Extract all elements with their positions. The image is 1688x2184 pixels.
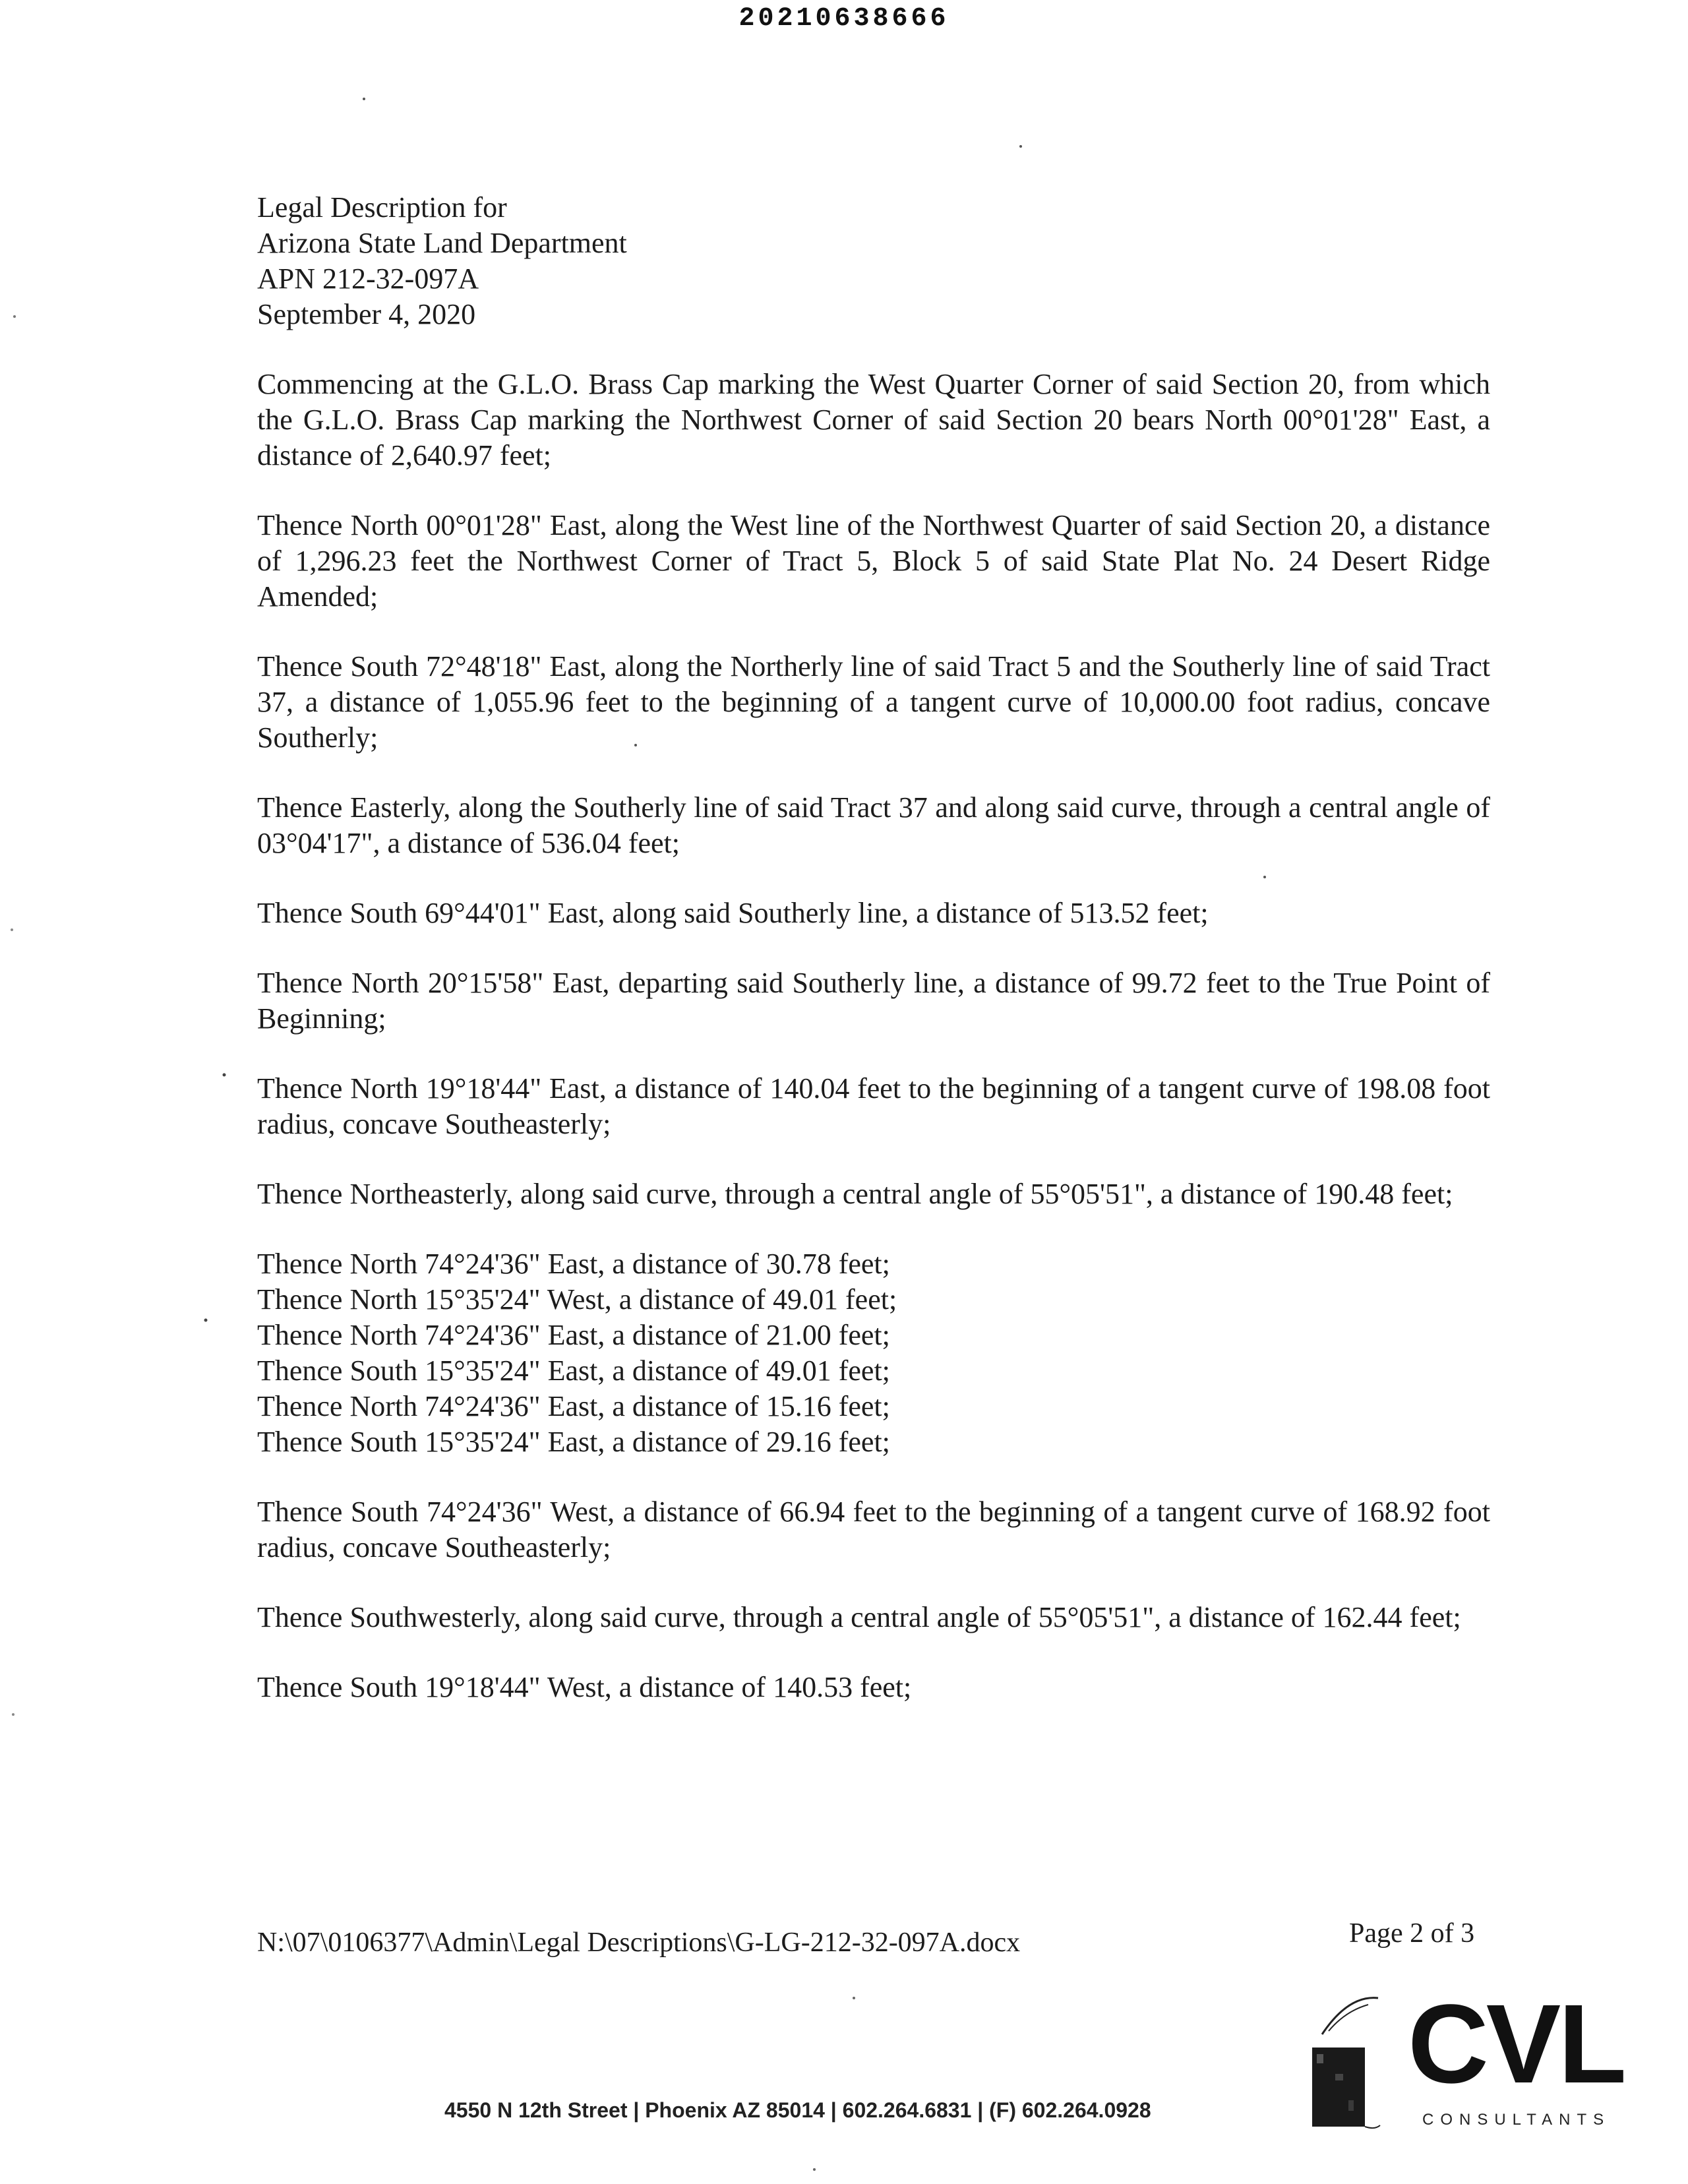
company-address: 4550 N 12th Street | Phoenix AZ 85014 | 602.264.6831 | (F) 602.264.0928 [444, 2098, 1151, 2122]
list-item: Thence North 74°24'36" East, a distance of 30.78 feet; [257, 1248, 890, 1280]
paragraph-true-point-of-beginning: Thence North 20°15'58" East, departing said Southerly line, a distance of 99.72 feet to the True Point of Beginning; [257, 967, 1490, 1035]
paragraph-course: Thence South 19°18'44" West, a distance of 140.53 feet; [257, 1671, 912, 1703]
page-number: Page 2 of 3 [1349, 1918, 1475, 1949]
paragraph-course: Thence Northeasterly, along said curve, through a central angle of 55°05'51", a distance of 190.48 feet; [257, 1178, 1453, 1210]
paragraph-commencing: Commencing at the G.L.O. Brass Cap marking the West Quarter Corner of said Section 20, from which the G.L.O. Brass Cap marking the Northwest Corner of said Section 20 bears North 00°01'28" East, a distance of 2,640.97 feet; [257, 368, 1490, 471]
paragraph-course: Thence North 00°01'28" East, along the West line of the Northwest Quarter of said Section 20, a distance of 1,296.23 feet the Northwest Corner of Tract 5, Block 5 of said State Plat No. 24 Desert Ridge Amended; [257, 509, 1490, 613]
document-body [257, 190, 1490, 1705]
paragraph-course: Thence Easterly, along the Southerly line of said Tract 37 and along said curve, through a central angle of 03°04'17", a distance of 536.04 feet; [257, 791, 1490, 859]
header-agency: Arizona State Land Department [257, 227, 627, 259]
paragraph-course: Thence South 74°24'36" West, a distance of 66.94 feet to the beginning of a tangent curve of 168.92 foot radius, concave Southeasterly; [257, 1496, 1490, 1563]
paragraph-course: Thence Southwesterly, along said curve, through a central angle of 55°05'51", a distance of 162.44 feet; [257, 1601, 1461, 1633]
course-list [257, 1246, 1490, 1460]
list-item: Thence South 15°35'24" East, a distance of 49.01 feet; [257, 1354, 890, 1387]
header-title: Legal Description for [257, 191, 507, 224]
cvl-logo [1309, 1982, 1624, 2140]
list-item: Thence North 74°24'36" East, a distance of 21.00 feet; [257, 1319, 890, 1351]
document-header [257, 190, 1490, 332]
list-item: Thence South 15°35'24" East, a distance of 29.16 feet; [257, 1426, 890, 1458]
paragraph-course: Thence South 72°48'18" East, along the Northerly line of said Tract 5 and the Southerly line of said Tract 37, a distance of 1,055.96 feet to the beginning of a tangent curve of 10,000.00 foot radius, concave Southerly; [257, 650, 1490, 754]
logo-wordmark: CVL [1408, 1982, 1624, 2107]
paragraph-course: Thence North 19°18'44" East, a distance of 140.04 feet to the beginning of a tangent curve of 198.08 foot radius, concave Southeasterly; [257, 1072, 1490, 1140]
file-path: N:\07\0106377\Admin\Legal Descriptions\G-LG-212-32-097A.docx [257, 1927, 1021, 1958]
recording-number: 20210638666 [738, 4, 950, 34]
paragraph-course: Thence South 69°44'01" East, along said Southerly line, a distance of 513.52 feet; [257, 897, 1209, 929]
list-item: Thence North 15°35'24" West, a distance of 49.01 feet; [257, 1283, 897, 1316]
header-date: September 4, 2020 [257, 298, 476, 330]
header-apn: APN 212-32-097A [257, 262, 479, 295]
logo-mark-icon [1309, 1995, 1381, 2133]
logo-subtitle: CONSULTANTS [1422, 2111, 1611, 2129]
list-item: Thence North 74°24'36" East, a distance of 15.16 feet; [257, 1390, 890, 1422]
